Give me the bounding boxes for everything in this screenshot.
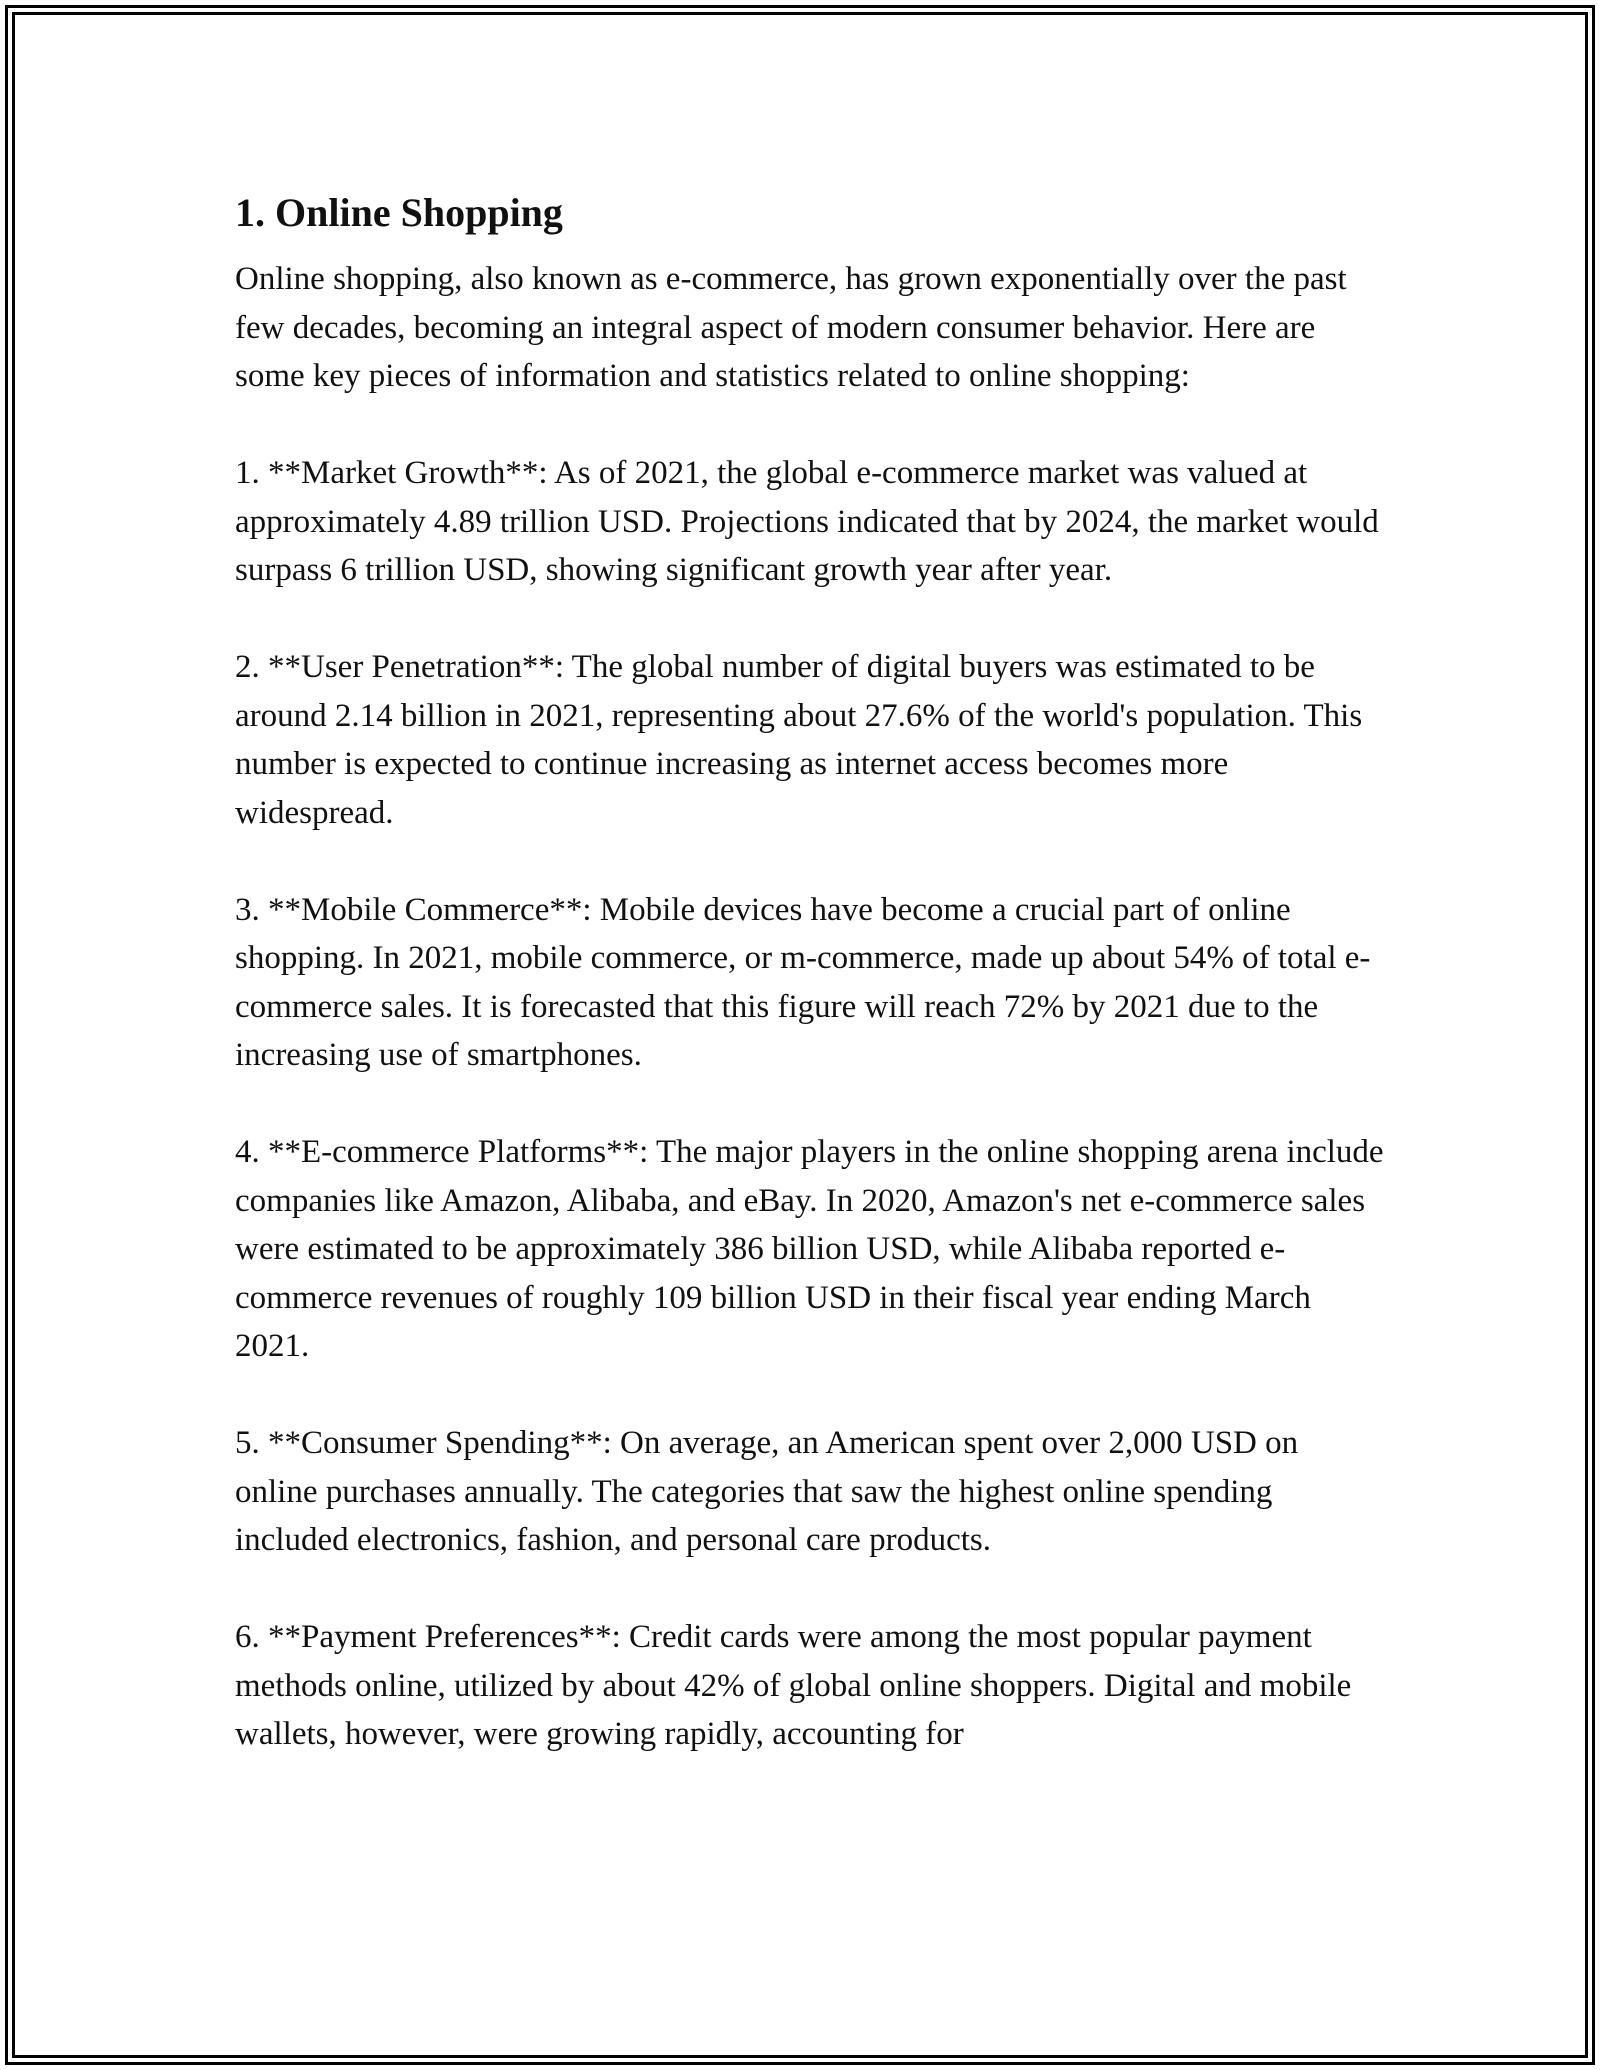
- list-item-market-growth: 1. **Market Growth**: As of 2021, the global e-commerce market was valued at approximately 4.89 trillion USD. Projections indicated that by 2024, the market would surpass 6 trillion USD, showing significant growth year after year.: [235, 455, 1379, 588]
- list-item-mobile-commerce: 3. **Mobile Commerce**: Mobile devices have become a crucial part of online shopping. In 2021, mobile commerce, or m-commerce, made up about 54% of total e-commerce sales. It is forecasted that this figure will reach 72% by 2021 due to the increasing use of smartphones.: [235, 891, 1371, 1073]
- list-item-ecommerce-platforms: 4. **E-commerce Platforms**: The major players in the online shopping arena include companies like Amazon, Alibaba, and eBay. In 2020, Amazon's net e-commerce sales were estimated to be approximately 386 billion USD, while Alibaba reported e-commerce revenues of roughly 109 billion USD in their fiscal year ending March 2021.: [235, 1134, 1384, 1364]
- list-item-payment-preferences: 6. **Payment Preferences**: Credit cards were among the most popular payment methods online, utilized by about 42% of global online shoppers. Digital and mobile wallets, however, were growing rapidly, accounting for: [235, 1619, 1352, 1752]
- section-heading: 1. Online Shopping: [235, 190, 563, 235]
- list-item-user-penetration: 2. **User Penetration**: The global number of digital buyers was estimated to be around 2.14 billion in 2021, representing about 27.6% of the world's population. This number is expected to continue increasing as internet access becomes more widespread.: [235, 649, 1363, 831]
- document-body: [235, 185, 1385, 1807]
- list-item-consumer-spending: 5. **Consumer Spending**: On average, an American spent over 2,000 USD on online purchases annually. The categories that saw the highest online spending included electronics, fashion, and personal care products.: [235, 1425, 1299, 1558]
- intro-paragraph: Online shopping, also known as e-commerce, has grown exponentially over the past few decades, becoming an integral aspect of modern consumer behavior. Here are some key pieces of information and statistics related to online shopping:: [235, 261, 1347, 394]
